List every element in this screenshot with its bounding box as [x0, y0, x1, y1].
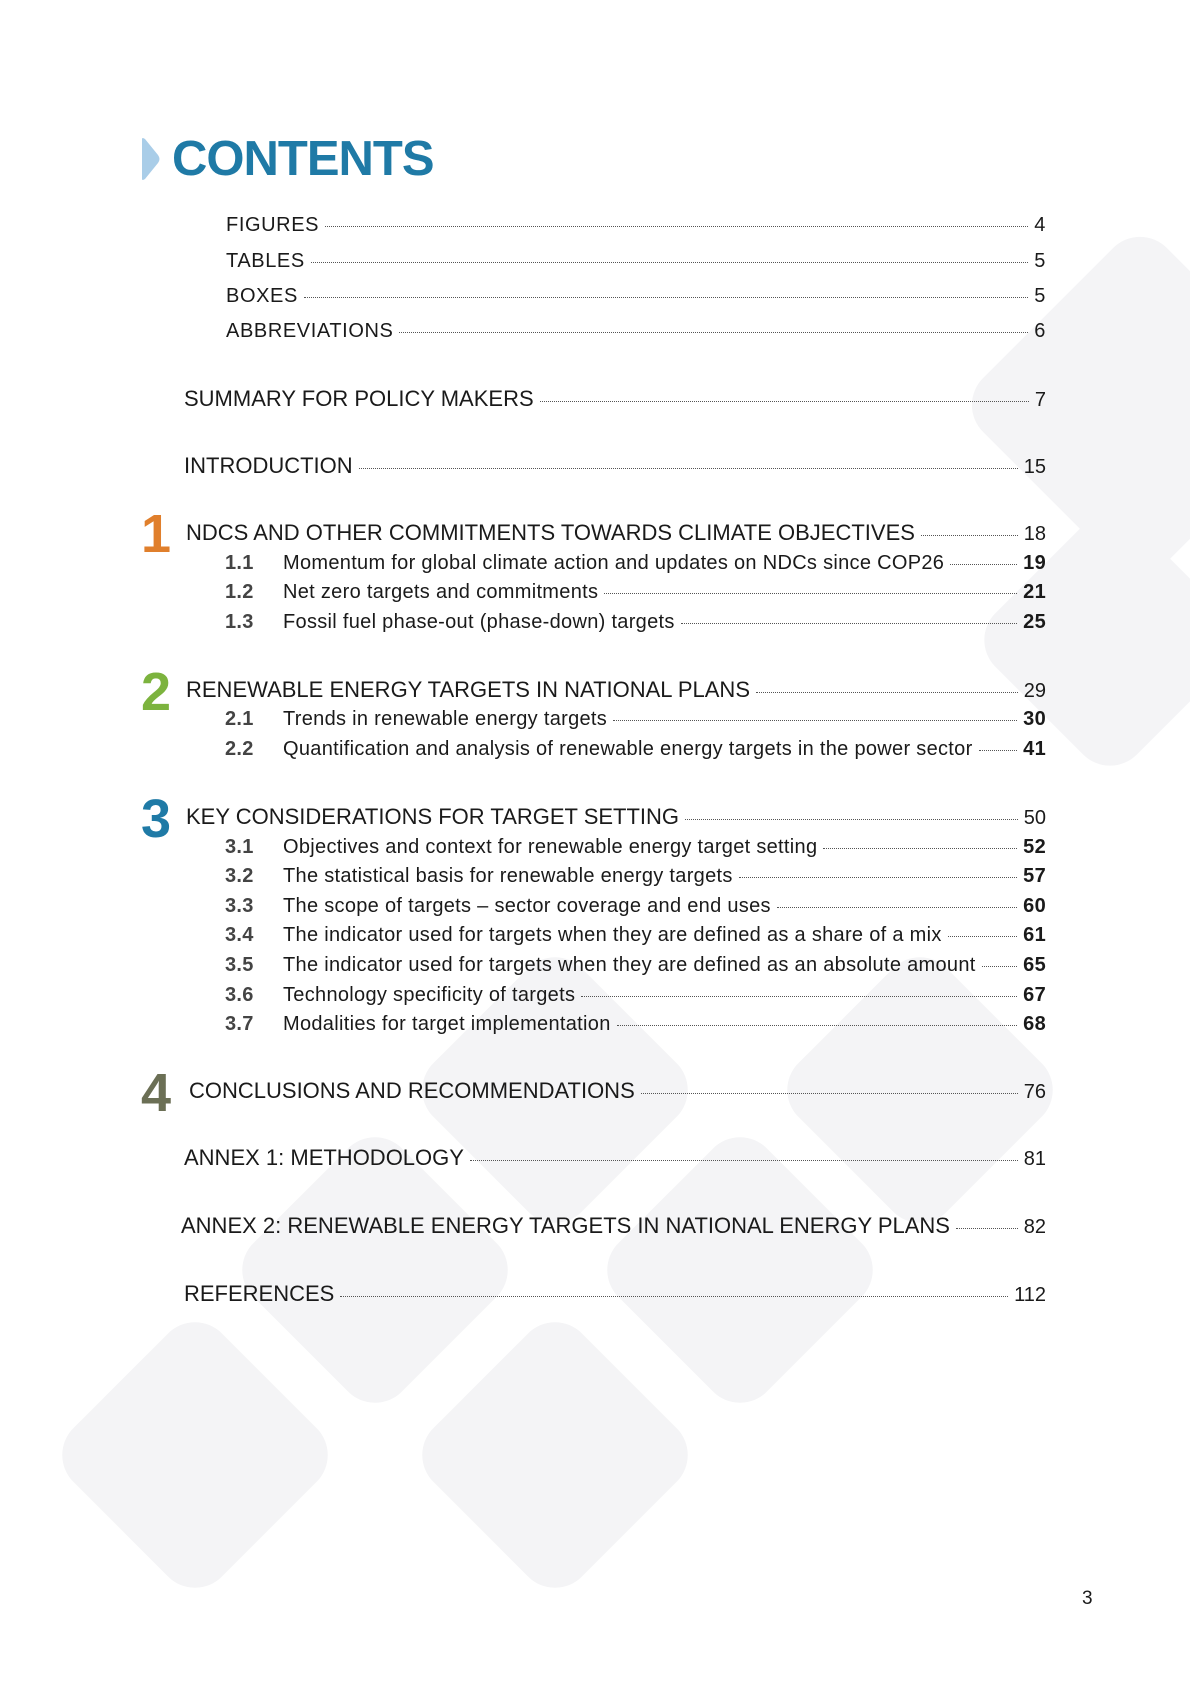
toc-page-number: 6: [1034, 320, 1046, 342]
toc-page-number: 5: [1034, 285, 1046, 307]
toc-entry-annex-2[interactable]: [181, 1213, 1046, 1239]
chapter-number-3: 3: [141, 789, 172, 849]
dot-leader: [948, 936, 1018, 937]
section-number: 3.5: [225, 954, 254, 976]
toc-entry-label: [225, 708, 607, 731]
toc-page-number: 50: [1023, 807, 1046, 829]
section-number: 3.7: [225, 1013, 254, 1035]
toc-entry-label: ANNEX 1: METHODOLOGY: [184, 1145, 464, 1170]
dot-leader: [641, 1093, 1018, 1094]
section-number: 3.6: [225, 984, 254, 1006]
toc-entry-label: [225, 611, 675, 634]
section-title: The scope of targets – sector coverage and end uses: [283, 895, 771, 917]
toc-page-number: 60: [1023, 895, 1046, 917]
toc-page-number: 76: [1023, 1081, 1046, 1103]
dot-leader: [604, 593, 1017, 594]
toc-entry-label: [225, 836, 817, 859]
section-number: 3.4: [225, 924, 254, 946]
section-title: The indicator used for targets when they are defined as a share of a mix: [283, 924, 942, 946]
contents-heading: [140, 133, 434, 185]
dot-leader: [956, 1228, 1018, 1229]
section-number: 1.1: [225, 552, 254, 574]
dot-leader: [613, 720, 1017, 721]
toc-entry-label: SUMMARY FOR POLICY MAKERS: [184, 386, 534, 411]
toc-entry-label: [225, 865, 733, 888]
toc-page-number: 81: [1023, 1148, 1046, 1170]
chapter-number-2: 2: [141, 662, 172, 722]
dot-leader: [681, 623, 1017, 624]
toc-entry-2-2[interactable]: [225, 738, 1046, 761]
toc-entry-label: [225, 581, 598, 604]
dot-leader: [399, 332, 1028, 333]
toc-entry-references[interactable]: [184, 1281, 1046, 1307]
toc-page-number: 18: [1023, 523, 1046, 545]
dot-leader: [470, 1160, 1018, 1161]
toc-entry-label: ANNEX 2: RENEWABLE ENERGY TARGETS IN NATIONAL ENERGY PLANS: [181, 1213, 950, 1238]
dot-leader: [756, 692, 1018, 693]
section-number: 3.2: [225, 865, 254, 887]
section-number: 3.3: [225, 895, 254, 917]
section-number: 2.1: [225, 708, 254, 730]
toc-entry-3-7[interactable]: [225, 1013, 1046, 1036]
dot-leader: [823, 848, 1017, 849]
toc-entry-label: REFERENCES: [184, 1281, 335, 1306]
toc-entry-boxes[interactable]: [226, 285, 1046, 308]
section-number: 1.2: [225, 581, 254, 603]
section-title: Technology specificity of targets: [283, 984, 576, 1006]
toc-entry-3-1[interactable]: [225, 836, 1046, 859]
page-title: CONTENTS: [172, 132, 434, 186]
chapter-number-4: 4: [141, 1063, 172, 1123]
section-title: Fossil fuel phase-out (phase-down) targets: [283, 611, 675, 633]
toc-entry-label: [225, 924, 942, 947]
toc-page-number: 67: [1023, 984, 1046, 1006]
section-number: 1.3: [225, 611, 254, 633]
section-title: Trends in renewable energy targets: [283, 708, 608, 730]
toc-page-number: 19: [1023, 552, 1046, 574]
section-title: Quantification and analysis of renewable energy targets in the power sector: [283, 738, 973, 760]
toc-entry-label: TABLES: [226, 250, 305, 272]
section-title: The indicator used for targets when they are defined as an absolute amount: [283, 954, 976, 976]
toc-entry-label: INTRODUCTION: [184, 453, 353, 478]
toc-page-number: 68: [1023, 1013, 1046, 1035]
section-title: Objectives and context for renewable energy target setting: [283, 836, 818, 858]
toc-entry-3-3[interactable]: [225, 895, 1046, 918]
toc-page-number: 21: [1023, 581, 1046, 603]
toc-entry-label: FIGURES: [226, 214, 320, 236]
section-title: Modalities for target implementation: [283, 1013, 611, 1035]
toc-entry-label: [225, 1013, 611, 1036]
toc-entry-3-2[interactable]: [225, 865, 1046, 888]
toc-page-number: 82: [1023, 1216, 1046, 1238]
toc-page-number: 41: [1023, 738, 1046, 760]
section-number: 2.2: [225, 738, 254, 760]
toc-page-number: 30: [1023, 708, 1046, 730]
dot-leader: [359, 468, 1018, 469]
toc-page-number: 25: [1023, 611, 1046, 633]
toc-page-number: 52: [1023, 836, 1046, 858]
toc-entry-chapter-2[interactable]: [186, 677, 1046, 703]
section-title: Net zero targets and commitments: [283, 581, 599, 603]
toc-entry-label: CONCLUSIONS AND RECOMMENDATIONS: [189, 1078, 635, 1103]
toc-entry-2-1[interactable]: [225, 708, 1046, 731]
toc-entry-introduction[interactable]: [184, 453, 1046, 479]
dot-leader: [950, 564, 1017, 565]
dot-leader: [304, 297, 1028, 298]
dot-leader: [979, 750, 1018, 751]
toc-entry-1-2[interactable]: [225, 581, 1046, 604]
toc-entry-chapter-1[interactable]: [186, 520, 1046, 546]
chevron-right-icon: [140, 137, 160, 181]
toc-entry-chapter-4[interactable]: [189, 1078, 1046, 1104]
dot-leader: [921, 535, 1018, 536]
page-number: 3: [1082, 1588, 1093, 1609]
toc-entry-label: [225, 895, 771, 918]
dot-leader: [540, 401, 1029, 402]
dot-leader: [311, 262, 1028, 263]
toc-page-number: 57: [1023, 865, 1046, 887]
toc-page-number: 4: [1034, 214, 1046, 236]
toc-entry-label: ABBREVIATIONS: [226, 320, 394, 342]
toc-entry-annex-1[interactable]: [184, 1145, 1046, 1171]
dot-leader: [581, 996, 1017, 997]
toc-page-number: 15: [1023, 456, 1046, 478]
toc-entry-label: [225, 552, 944, 575]
chapter-number-1: 1: [141, 504, 172, 564]
toc-page-number: 5: [1034, 250, 1046, 272]
toc-entry-1-1[interactable]: [225, 552, 1046, 575]
toc-entry-label: KEY CONSIDERATIONS FOR TARGET SETTING: [186, 804, 680, 829]
toc-page-number: 65: [1023, 954, 1046, 976]
dot-leader: [777, 907, 1017, 908]
toc-entry-3-6[interactable]: [225, 984, 1046, 1007]
toc-entry-summary[interactable]: [184, 386, 1046, 412]
background-diamond: [47, 1307, 344, 1604]
toc-entry-3-5[interactable]: [225, 954, 1046, 977]
toc-entry-1-3[interactable]: [225, 611, 1046, 634]
toc-entry-label: [225, 954, 976, 977]
toc-entry-label: [225, 738, 973, 761]
section-title: The statistical basis for renewable energy targets: [283, 865, 733, 887]
toc-page-number: 61: [1023, 924, 1046, 946]
dot-leader: [617, 1025, 1018, 1026]
dot-leader: [685, 819, 1018, 820]
dot-leader: [325, 226, 1028, 227]
toc-entry-label: [225, 984, 575, 1007]
dot-leader: [739, 877, 1017, 878]
toc-page-number: 7: [1034, 389, 1046, 411]
dot-leader: [982, 966, 1018, 967]
toc-entry-label: NDCS AND OTHER COMMITMENTS TOWARDS CLIMATE OBJECTIVES: [186, 520, 915, 545]
section-title: Momentum for global climate action and updates on NDCs since COP26: [283, 552, 945, 574]
section-number: 3.1: [225, 836, 254, 858]
toc-entry-3-4[interactable]: [225, 924, 1046, 947]
toc-page-number: 112: [1014, 1284, 1046, 1306]
toc-entry-tables[interactable]: [226, 250, 1046, 273]
toc-entry-abbreviations[interactable]: [226, 320, 1046, 343]
toc-entry-chapter-3[interactable]: [186, 804, 1046, 830]
toc-page-number: 29: [1023, 680, 1046, 702]
toc-entry-figures[interactable]: [226, 214, 1046, 237]
toc-entry-label: RENEWABLE ENERGY TARGETS IN NATIONAL PLANS: [186, 677, 750, 702]
toc-entry-label: BOXES: [226, 285, 298, 307]
dot-leader: [340, 1296, 1008, 1297]
background-diamond: [407, 1307, 704, 1604]
